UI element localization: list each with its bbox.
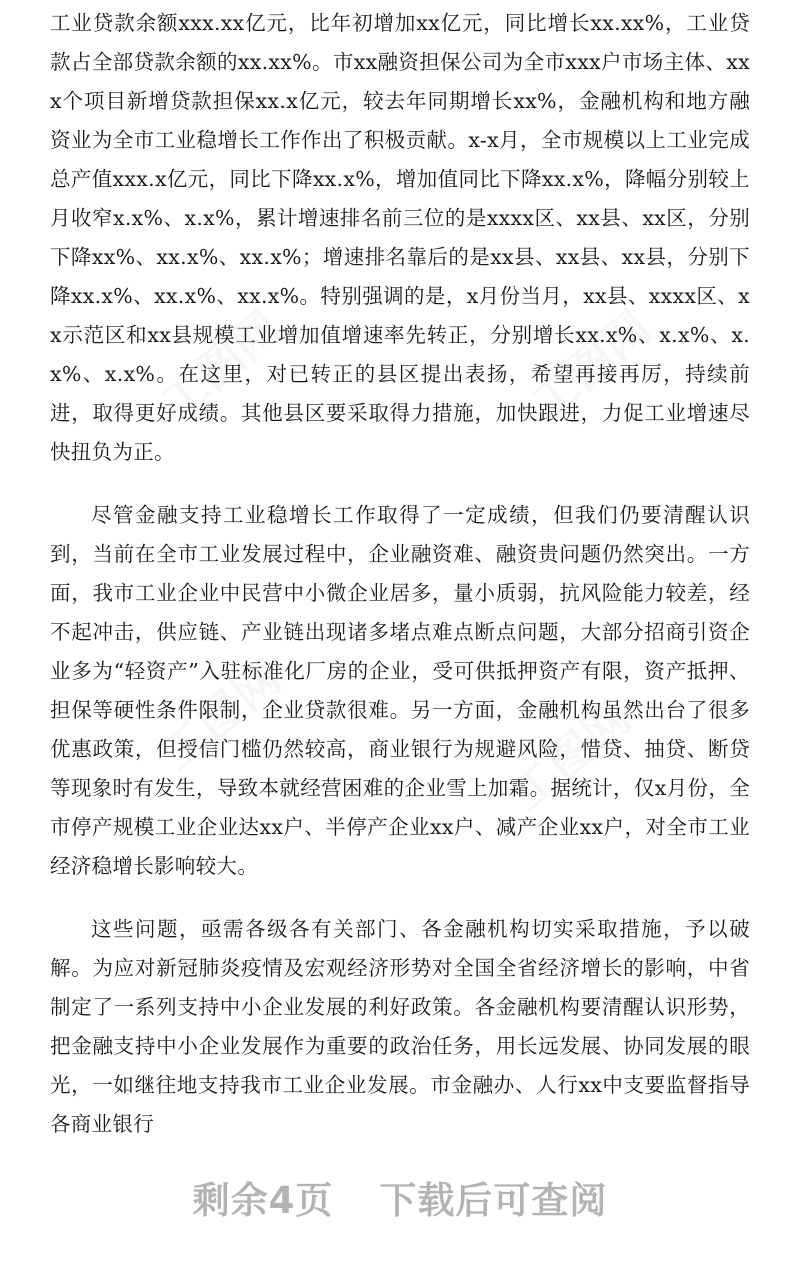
document-body — [50, 4, 750, 1144]
paragraph: 工业贷款余额xxx.xx亿元，比年初增加xx亿元，同比增长xx.xx%，工业贷款占全部贷款余额的xx.xx%。市xx融资担保公司为全市xxx户市场主体、xxx个项目新增贷款担保xx.x亿元，较去年同期增长xx%，金融机构和地方融资业为全市工业稳增长工作作出了积极贡献。x-x月，全市规模以上工业完成总产值xxx.x亿元，同比下降xx.x%，增加值同比下降xx.x%，降幅分别较上月收窄x.x%、x.x%，累计增速排名前三位的是xxxx区、xx县、xx区，分别下降xx%、xx.x%、xx.x%；增速排名靠后的是xx县、xx县、xx县，分别下降xx.x%、xx.x%、xx.x%。特别强调的是，x月份当月，xx县、xxxx区、xx示范区和xx县规模工业增加值增速率先转正，分别增长xx.x%、x.x%、x.x%、x.x%。在这里，对已转正的县区提出表扬，希望再接再厉，持续前进，取得更好成绩。其他县区要采取得力措施，加快跟进，力促工业增速尽快扭负为正。 — [50, 11, 750, 464]
remaining-pages-label: 剩余4页 — [192, 1179, 334, 1222]
paragraph-spacer — [50, 472, 750, 496]
download-hint-label: 下载后可查阅 — [379, 1179, 608, 1222]
paragraph: 这些问题，亟需各级各有关部门、各金融机构切实采取措施，予以破解。为应对新冠肺炎疫情及宏观经济形势对全国全省经济增长的影响，中省制定了一系列支持中小企业发展的利好政策。各金融机构要清醒认识形势，把金融支持中小企业发展作为重要的政治任务，用长远发展、协同发展的眼光，一如继往地支持我市工业企业发展。市金融办、人行xx中支要监督指导各商业银行 — [50, 917, 750, 1136]
paragraph-spacer — [50, 886, 750, 910]
paragraph: 尽管金融支持工业稳增长工作取得了一定成绩，但我们仍要清醒认识到，当前在全市工业发展过程中，企业融资难、融资贵问题仍然突出。一方面，我市工业企业中民营中小微企业居多，量小质弱，抗风险能力较差，经不起冲击，供应链、产业链出现诸多堵点难点断点问题，大部分招商引资企业多为“轻资产”入驻标准化厂房的企业，受可供抵押资产有限，资产抵押、担保等硬性条件限制，企业贷款很难。另一方面，金融机构虽然出台了很多优惠政策，但授信门槛仍然较高，商业银行为规避风险，惜贷、抽贷、断贷等现象时有发生，导致本就经营困难的企业雪上加霜。据统计，仅x月份，全市停产规模工业企业达xx户、半停产企业xx户、减产企业xx户，对全市工业经济稳增长影响较大。 — [50, 503, 750, 878]
download-prompt[interactable] — [0, 1170, 800, 1224]
